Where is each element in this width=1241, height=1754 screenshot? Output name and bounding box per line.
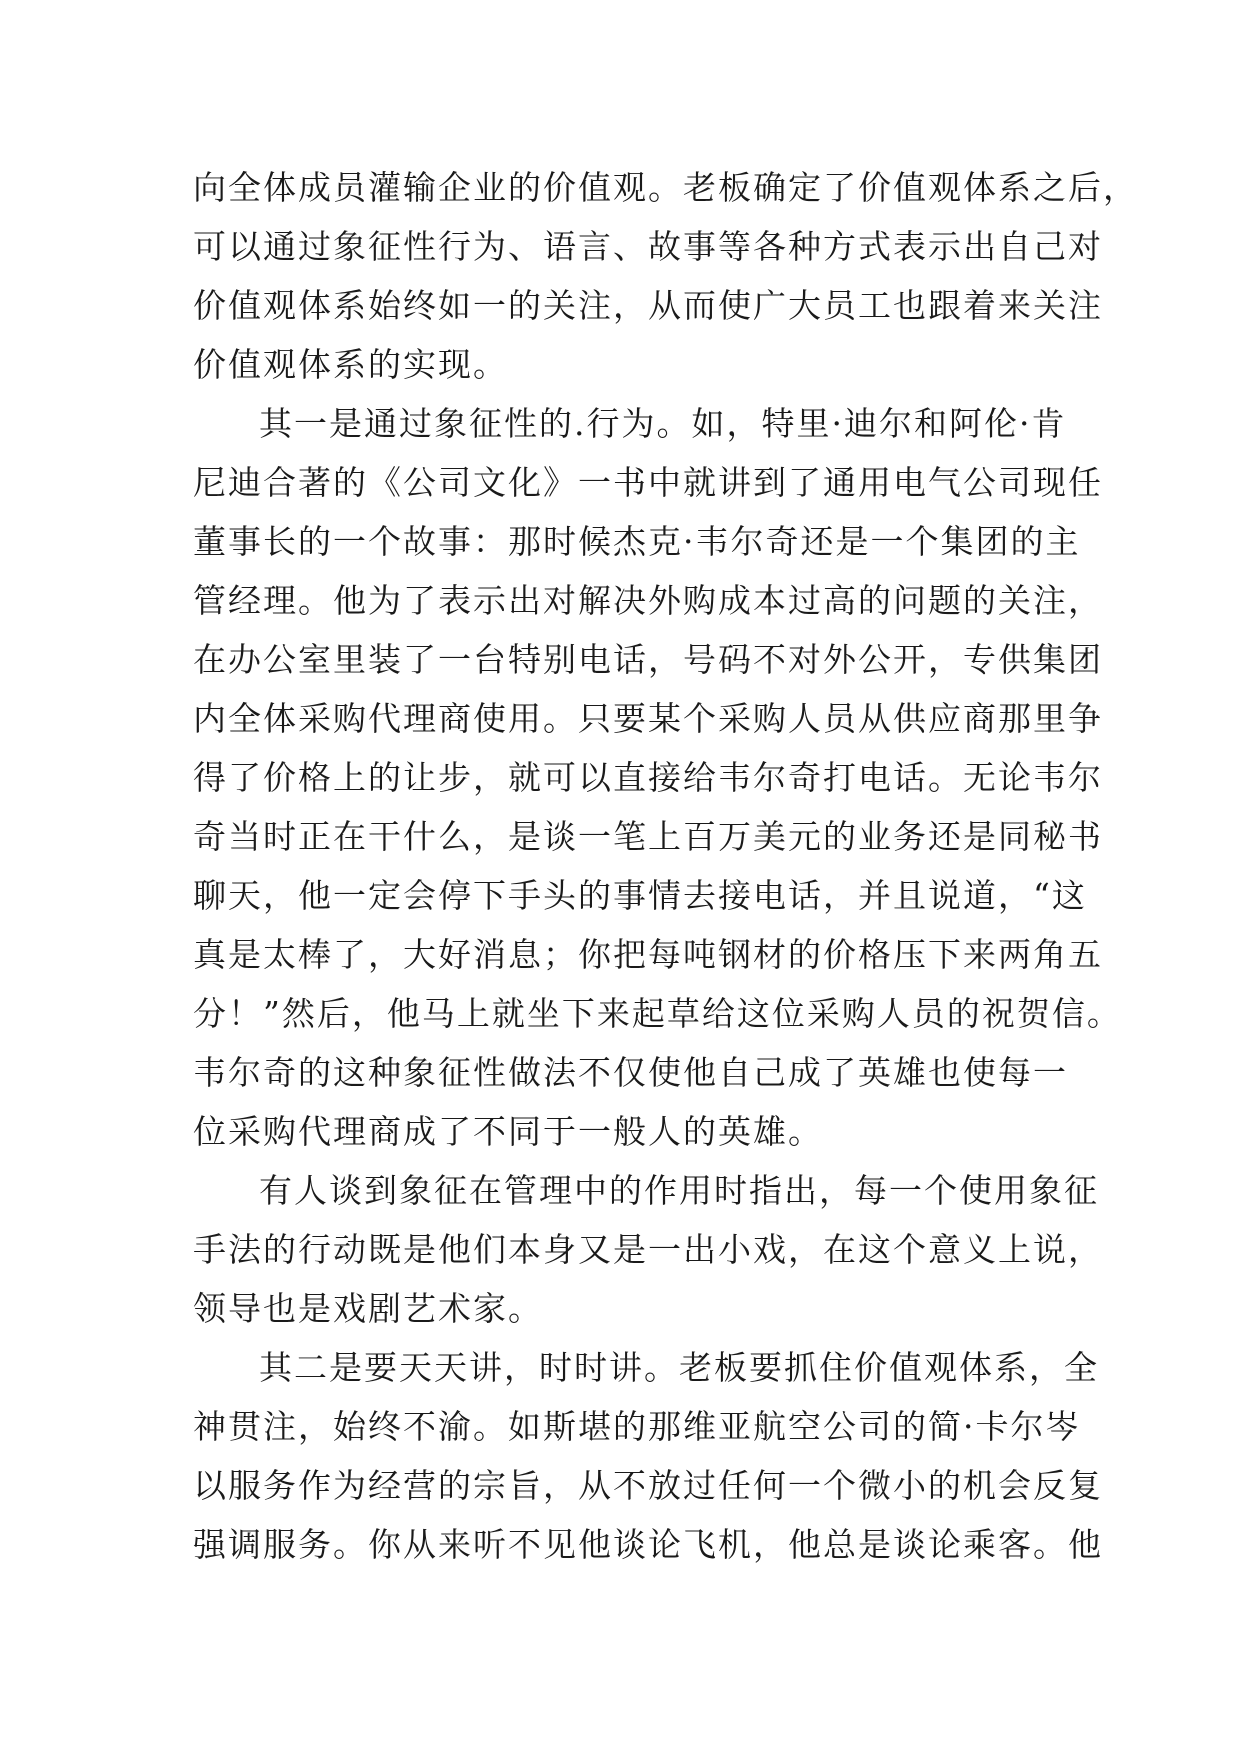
text-line: 内全体采购代理商使用。只要某个采购人员从供应商那里争 <box>193 699 1103 738</box>
text-line: 位采购代理商成了不同于一般人的英雄。 <box>193 1112 823 1151</box>
text-line: 可以通过象征性行为、语言、故事等各种方式表示出自己对 <box>193 227 1103 266</box>
text-line: 价值观体系的实现。 <box>193 345 508 384</box>
paragraph-first-line: 其二是要天天讲，时时讲。老板要抓住价值观体系，全 <box>259 1348 1099 1387</box>
text-line: 神贯注，始终不渝。如斯堪的那维亚航空公司的简·卡尔岑 <box>193 1407 1081 1446</box>
text-line: 手法的行动既是他们本身又是一出小戏，在这个意义上说， <box>193 1230 1103 1269</box>
text-line: 在办公室里装了一台特别电话，号码不对外公开，专供集团 <box>193 640 1103 679</box>
text-line: 奇当时正在干什么，是谈一笔上百万美元的业务还是同秘书 <box>193 817 1103 856</box>
text-line: 得了价格上的让步，就可以直接给韦尔奇打电话。无论韦尔 <box>193 758 1103 797</box>
text-line: 董事长的一个故事：那时候杰克·韦尔奇还是一个集团的主 <box>193 522 1081 561</box>
paragraph-first-line: 其一是通过象征性的.行为。如，特里·迪尔和阿伦·肯 <box>259 404 1067 443</box>
text-line: 韦尔奇的这种象征性做法不仅使他自己成了英雄也使每一 <box>193 1053 1068 1092</box>
text-line: 分！”然后，他马上就坐下来起草给这位采购人员的祝贺信。 <box>193 994 1122 1033</box>
text-line: 价值观体系始终如一的关注，从而使广大员工也跟着来关注 <box>193 286 1103 325</box>
text-line: 强调服务。你从来听不见他谈论飞机，他总是谈论乘客。他 <box>193 1525 1103 1564</box>
text-line: 聊天，他一定会停下手头的事情去接电话，并且说道，“这 <box>193 876 1087 915</box>
text-line: 真是太棒了，大好消息；你把每吨钢材的价格压下来两角五 <box>193 935 1103 974</box>
paragraph-first-line: 有人谈到象征在管理中的作用时指出，每一个使用象征 <box>259 1171 1099 1210</box>
document-body <box>193 158 1138 1574</box>
text-line: 以服务作为经营的宗旨，从不放过任何一个微小的机会反复 <box>193 1466 1103 1505</box>
text-line: 向全体成员灌输企业的价值观。老板确定了价值观体系之后， <box>193 168 1138 207</box>
text-line: 管经理。他为了表示出对解决外购成本过高的问题的关注， <box>193 581 1103 620</box>
text-line: 尼迪合著的《公司文化》一书中就讲到了通用电气公司现任 <box>193 463 1103 502</box>
text-line: 领导也是戏剧艺术家。 <box>193 1289 543 1328</box>
